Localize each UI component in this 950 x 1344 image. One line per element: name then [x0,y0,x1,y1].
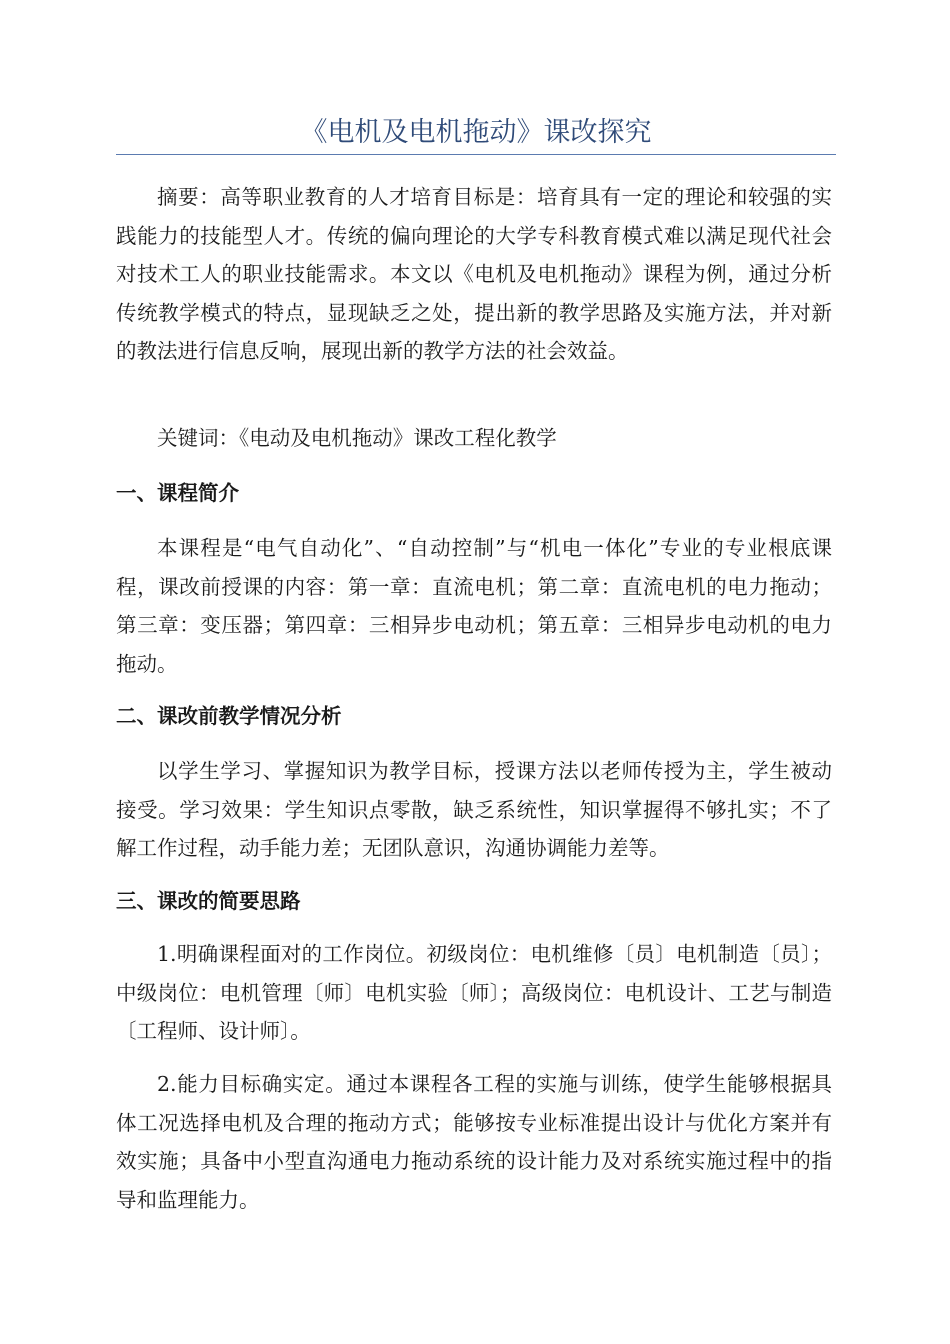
document-title: 《电机及电机拖动》课改探究 [300,117,652,148]
abstract-paragraph: 摘要：高等职业教育的人才培育目标是：培育具有一定的理论和较强的实践能力的技能型人才。传统的偏向理论的大学专科教育模式难以满足现代社会对技术工人的职业技能需求。本文以《电机及电机拖动》课程为例，通过分析传统教学模式的特点，显现缺乏之处，提出新的教学思路及实施方法，并对新的教法进行信息反响，展现出新的教学方法的社会效益。 [116,185,832,364]
keywords-paragraph: 关键词：《电动及电机拖动》课改工程化教学 [157,426,557,450]
section-heading-intro: 一、课程简介 [116,481,239,505]
title-underline [116,154,836,155]
approach-item-2: 2.能力目标确实定。通过本课程各工程的实施与训练，使学生能够根据具体工况选择电机及合理的拖动方式；能够按专业标准提出设计与优化方案并有效实施；具备中小型直沟通电力拖动系统的设计能力及对系统实施过程中的指导和监理能力。 [116,1072,832,1212]
section-analysis-paragraph: 以学生学习、掌握知识为教学目标，授课方法以老师传授为主，学生被动接受。学习效果：学生知识点零散，缺乏系统性，知识掌握得不够扎实；不了解工作过程，动手能力差；无团队意识，沟通协调能力差等。 [116,759,832,861]
approach-item-1: 1.明确课程面对的工作岗位。初级岗位：电机维修〔员〕电机制造〔员〕；中级岗位：电机管理〔师〕电机实验〔师〕；高级岗位：电机设计、工艺与制造〔工程师、设计师〕。 [116,942,832,1044]
section-heading-approach: 三、课改的简要思路 [116,889,301,913]
section-heading-analysis: 二、课改前教学情况分析 [116,704,342,728]
section-intro-paragraph: 本课程是“电气自动化”、“自动控制”与“机电一体化”专业的专业根底课程，课改前授课的内容：第一章：直流电机；第二章：直流电机的电力拖动；第三章：变压器；第四章：三相异步电动机；第五章：三相异步电动机的电力拖动。 [116,536,832,676]
